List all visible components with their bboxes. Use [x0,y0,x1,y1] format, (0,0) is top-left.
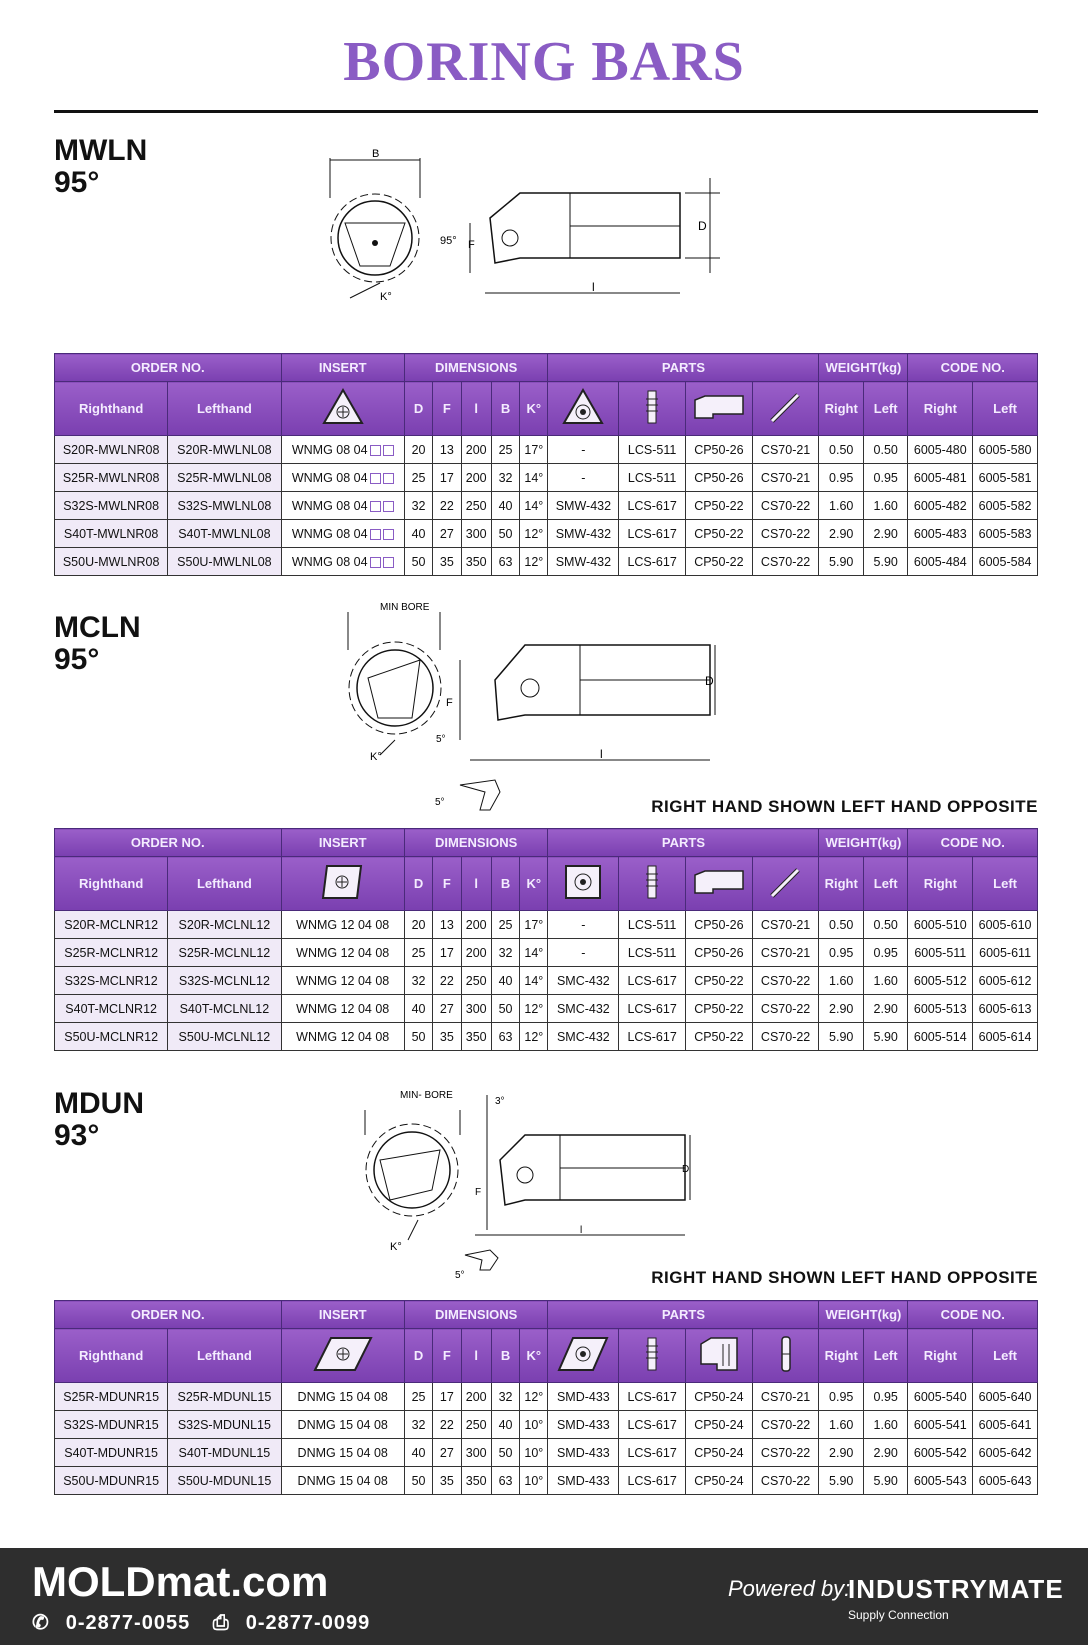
angle-3-label: 3° [495,1096,505,1107]
header-dim-b: B [491,382,519,436]
table-row: S25R-MDUNR15 S25R-MDUNL15 DNMG 15 04 08 25 17 200 32 12° SMD-433 LCS-617 CP50-24 CS70-21 0.95 0.95 6005-540 6005-640 [55,1383,1038,1411]
header-weight-left: Left [863,857,907,911]
checkbox-icon [383,445,394,456]
dim-f-label: F [475,1187,482,1198]
header-weight-right: Right [819,857,863,911]
brand-link[interactable]: MOLDmat.com [32,1558,329,1605]
clamp-screw-icon [752,382,819,436]
header-dimensions: DIMENSIONS [404,829,548,857]
dim-k-label: K° [380,291,392,303]
mwln-table [54,353,1038,576]
dim-b-label: B [372,148,380,160]
section-name: MDUN [54,1087,144,1120]
header-lefthand: Lefthand [168,857,281,911]
dim-d-label: D [705,674,714,688]
section-title-mdun [54,1088,144,1152]
angle-5-label: 5° [435,797,445,808]
header-righthand: Righthand [55,382,168,436]
lock-screw-icon [619,1329,686,1383]
clamp-icon [686,1329,753,1383]
table-row: S32S-MCLNR12 S32S-MCLNL12 WNMG 12 04 08 32 22 250 40 14° SMC-432 LCS-617 CP50-22 CS70-22 1.60 1.60 6005-512 6005-612 [55,967,1038,995]
checkbox-icon [383,473,394,484]
header-weight-right: Right [819,1329,863,1383]
table-row: S25R-MWLNR08 S25R-MWLNL08 WNMG 08 04 25 17 200 32 14° - LCS-511 CP50-26 CS70-21 0.95 0.95 6005-481 6005-581 [55,464,1038,492]
partner-logo: INDUSTRYMATE [848,1574,1064,1604]
section-name: MCLN [54,611,141,644]
header-code-no: CODE NO. [908,1301,1038,1329]
header-code-left: Left [973,857,1038,911]
header-dim-d: D [404,382,432,436]
min-bore-label: MIN BORE [380,602,430,613]
contact-info [32,1610,386,1635]
clamp-screw-icon [752,1329,819,1383]
dim-l-label: l [600,747,603,761]
header-weight-left: Left [863,382,907,436]
header-dim-l: l [461,857,491,911]
angle-95-label: 95° [440,235,457,247]
fax-number: 0-2877-0099 [245,1612,371,1634]
section-angle: 95° [54,643,100,676]
footer-bar [0,1548,1088,1645]
mdun-table [54,1300,1038,1495]
dim-k-label: K° [390,1241,402,1253]
clamp-screw-icon [752,857,819,911]
header-order-no: ORDER NO. [55,829,282,857]
header-dim-k: K° [520,382,548,436]
mcln-table-body [55,911,1038,1051]
dim-d-label: D [698,219,707,233]
header-parts: PARTS [548,354,819,382]
header-dim-b: B [491,857,519,911]
partner-tagline: Supply Connection [848,1608,949,1622]
angle-5-label: 5° [436,734,446,745]
table-row: S32S-MDUNR15 S32S-MDUNL15 DNMG 15 04 08 32 22 250 40 10° SMD-433 LCS-617 CP50-24 CS70-22 1.60 1.60 6005-541 6005-641 [55,1411,1038,1439]
header-dim-l: l [461,1329,491,1383]
table-row: S40T-MDUNR15 S40T-MDUNL15 DNMG 15 04 08 40 27 300 50 10° SMD-433 LCS-617 CP50-24 CS70-22 2.90 2.90 6005-542 6005-642 [55,1439,1038,1467]
dim-f-label: F [468,239,475,251]
header-insert: INSERT [281,1301,404,1329]
header-code-right: Right [908,1329,973,1383]
header-lefthand: Lefthand [168,1329,281,1383]
mwln-table-body [55,436,1038,576]
shim-icon [548,1329,619,1383]
checkbox-icon [370,473,381,484]
dim-d-label: D [682,1164,690,1175]
table-row: S50U-MDUNR15 S50U-MDUNL15 DNMG 15 04 08 50 35 350 63 10° SMD-433 LCS-617 CP50-24 CS70-22 5.90 5.90 6005-543 6005-643 [55,1467,1038,1495]
header-weight: WEIGHT(kg) [819,354,908,382]
hand-note: RIGHT HAND SHOWN LEFT HAND OPPOSITE [651,1268,1038,1287]
header-order-no: ORDER NO. [55,1301,282,1329]
header-dim-d: D [404,1329,432,1383]
dim-l-label: l [592,280,595,294]
table-row: S50U-MWLNR08 S50U-MWLNL08 WNMG 08 04 50 35 350 63 12° SMW-432 LCS-617 CP50-22 CS70-22 5.90 5.90 6005-484 6005-584 [55,548,1038,576]
header-dim-l: l [461,382,491,436]
header-insert: INSERT [281,354,404,382]
header-dim-f: F [433,857,461,911]
hand-note: RIGHT HAND SHOWN LEFT HAND OPPOSITE [651,797,1038,816]
lock-screw-icon [619,857,686,911]
header-weight: WEIGHT(kg) [819,1301,908,1329]
header-lefthand: Lefthand [168,382,281,436]
mcln-diagram [340,600,760,820]
clamp-icon [686,857,753,911]
header-order-no: ORDER NO. [55,354,282,382]
header-code-no: CODE NO. [908,354,1038,382]
table-row: S40T-MWLNR08 S40T-MWLNL08 WNMG 08 04 40 27 300 50 12° SMW-432 LCS-617 CP50-22 CS70-22 2.90 2.90 6005-483 6005-583 [55,520,1038,548]
powered-by-label: Powered by: [728,1576,851,1601]
header-dim-f: F [433,382,461,436]
mcln-table [54,828,1038,1051]
insert-rhombic-icon [281,857,404,911]
dim-k-label: K° [370,751,382,763]
header-code-no: CODE NO. [908,829,1038,857]
section-angle: 95° [54,166,100,199]
section-title-mwln [54,135,147,199]
header-dimensions: DIMENSIONS [404,1301,548,1329]
header-weight: WEIGHT(kg) [819,829,908,857]
table-row: S50U-MCLNR12 S50U-MCLNL12 WNMG 12 04 08 50 35 350 63 12° SMC-432 LCS-617 CP50-22 CS70-22 5.90 5.90 6005-514 6005-614 [55,1023,1038,1051]
header-code-left: Left [973,382,1038,436]
insert-trigon-icon [281,382,404,436]
header-dim-b: B [491,1329,519,1383]
page-title: BORING BARS [343,31,745,93]
header-weight-left: Left [863,1329,907,1383]
phone-icon: ✆ [32,1612,50,1634]
shim-icon [548,382,619,436]
table-row: S20R-MWLNR08 S20R-MWLNL08 WNMG 08 04 20 13 200 25 17° - LCS-511 CP50-26 CS70-21 0.50 0.50 6005-480 6005-580 [55,436,1038,464]
dim-f-label: F [446,697,453,709]
insert-diamond-icon [281,1329,404,1383]
min-bore-label: MIN- BORE [400,1090,453,1101]
section-title-mcln [54,612,141,676]
table-row: S32S-MWLNR08 S32S-MWLNL08 WNMG 08 04 32 22 250 40 14° SMW-432 LCS-617 CP50-22 CS70-22 1.60 1.60 6005-482 6005-582 [55,492,1038,520]
clamp-icon [686,382,753,436]
fax-icon: ⎙ [212,1612,230,1634]
shim-icon [548,857,619,911]
header-righthand: Righthand [55,1329,168,1383]
mdun-diagram [360,1090,740,1280]
header-code-right: Right [908,857,973,911]
checkbox-icon [383,529,394,540]
section-name: MWLN [54,134,148,167]
header-parts: PARTS [548,1301,819,1329]
checkbox-icon [383,501,394,512]
checkbox-icon [370,529,381,540]
header-weight-right: Right [819,382,863,436]
mwln-diagram [320,148,760,323]
header-dimensions: DIMENSIONS [404,354,548,382]
header-code-left: Left [973,1329,1038,1383]
lock-screw-icon [619,382,686,436]
phone-number[interactable]: 0-2877-0055 [65,1612,191,1634]
title-rule [54,110,1038,113]
table-row: S25R-MCLNR12 S25R-MCLNL12 WNMG 12 04 08 25 17 200 32 14° - LCS-511 CP50-26 CS70-21 0.95 0.95 6005-511 6005-611 [55,939,1038,967]
checkbox-icon [370,445,381,456]
dim-l-label: l [580,1225,583,1236]
table-row: S20R-MCLNR12 S20R-MCLNL12 WNMG 12 04 08 20 13 200 25 17° - LCS-511 CP50-26 CS70-21 0.50 0.50 6005-510 6005-610 [55,911,1038,939]
checkbox-icon [370,557,381,568]
header-dim-d: D [404,857,432,911]
checkbox-icon [370,501,381,512]
header-dim-f: F [433,1329,461,1383]
header-insert: INSERT [281,829,404,857]
header-dim-k: K° [520,857,548,911]
angle-5-label: 5° [455,1270,465,1280]
header-code-right: Right [908,382,973,436]
header-righthand: Righthand [55,857,168,911]
table-row: S40T-MCLNR12 S40T-MCLNL12 WNMG 12 04 08 40 27 300 50 12° SMC-432 LCS-617 CP50-22 CS70-22 2.90 2.90 6005-513 6005-613 [55,995,1038,1023]
checkbox-icon [383,557,394,568]
section-angle: 93° [54,1119,100,1152]
mdun-table-body [55,1383,1038,1495]
header-dim-k: K° [520,1329,548,1383]
header-parts: PARTS [548,829,819,857]
